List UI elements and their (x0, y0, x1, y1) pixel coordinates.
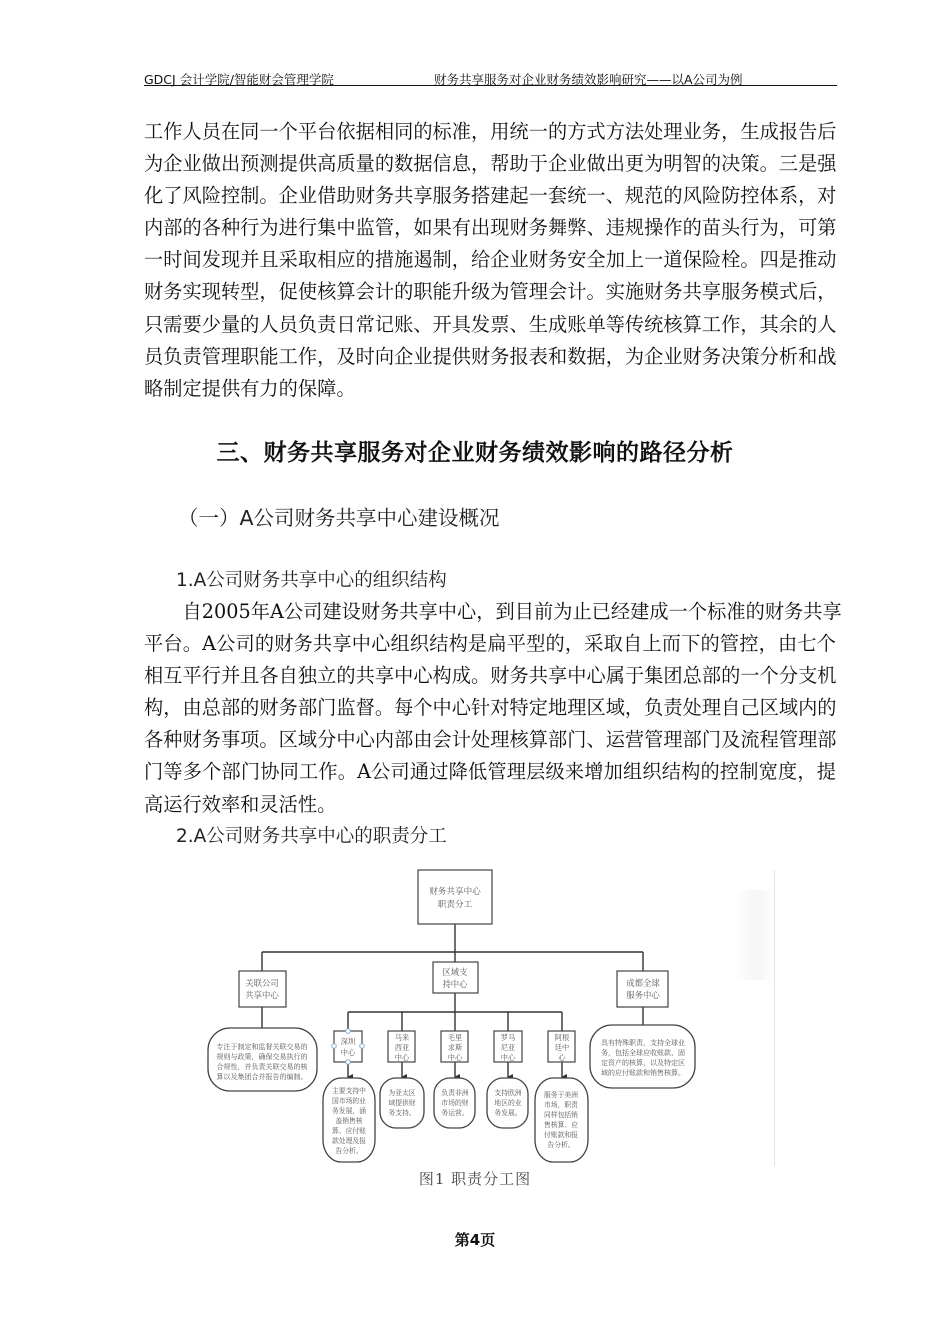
text-line: 自2005年A公司建设财务共享中心，到目前为止已经建成一个标准的财务共享 (144, 600, 842, 623)
svg-text:主要支持中: 主要支持中 (332, 1087, 366, 1095)
page-number: 第4页 (454, 1231, 496, 1249)
svg-text:定资产的核算，以及特定区: 定资产的核算，以及特定区 (601, 1059, 685, 1067)
svg-text:区域支: 区域支 (442, 967, 468, 977)
svg-text:算、应付账: 算、应付账 (332, 1127, 366, 1135)
svg-text:中心: 中心 (340, 1048, 356, 1057)
svg-text:心: 心 (558, 1053, 566, 1062)
svg-text:务发展。: 务发展。 (494, 1109, 522, 1117)
svg-text:马来: 马来 (394, 1033, 410, 1042)
root-node (418, 870, 492, 924)
svg-text:务，包括全球应收账款、固: 务，包括全球应收账款、固 (601, 1049, 685, 1057)
text-line: 员负责管理职能工作，及时向企业提供财务报表和数据，为企业财务决策分析和战 (144, 344, 837, 368)
text-line: 各种财务事项。区域分中心内部由会计处理核算部门、运营管理部门及流程管理部 (144, 728, 837, 752)
svg-text:求斯: 求斯 (447, 1043, 463, 1052)
svg-text:市场的财: 市场的财 (441, 1099, 469, 1107)
text-line: 高运行效率和灵活性。 (144, 792, 337, 816)
svg-text:合规性，并负责关联交易的核: 合规性，并负责关联交易的核 (216, 1063, 308, 1071)
header-rule (144, 85, 837, 86)
subheading-org-structure: 1.A公司财务共享中心的组织结构 (176, 570, 447, 591)
subsection-heading: （一）A公司财务共享中心建设概况 (178, 506, 500, 530)
node-related-company (239, 971, 286, 1007)
svg-text:算以及集团合并报告的编制。: 算以及集团合并报告的编制。 (216, 1073, 308, 1081)
svg-text:市场，职责: 市场，职责 (544, 1101, 578, 1109)
svg-text:规则与政策，确保交易执行的: 规则与政策，确保交易执行的 (216, 1053, 308, 1061)
body-paragraph-2 (144, 596, 842, 821)
text-line: 财务实现转型，促使核算会计的职能升级为管理会计。实施财务共享服务模式后， (144, 280, 837, 304)
svg-text:财务共享中心: 财务共享中心 (429, 887, 481, 897)
svg-text:深圳: 深圳 (340, 1037, 356, 1046)
svg-text:同样包括销: 同样包括销 (544, 1111, 578, 1119)
text-line: 工作人员在同一个平台依据相同的标准，用统一的方式方法处理业务，生成报告后 (144, 120, 837, 143)
text-line: 化了风险控制。企业借助财务共享服务搭建起一套统一、规范的风险防控体系，对 (144, 184, 837, 208)
svg-text:专注于制定和监督关联交易的: 专注于制定和监督关联交易的 (216, 1043, 308, 1051)
node-shenzhen (334, 1031, 362, 1062)
svg-text:服务于美洲: 服务于美洲 (544, 1091, 578, 1099)
section-heading: 三、财务共享服务对企业财务绩效影响的路径分析 (216, 440, 734, 466)
text-line: 内部的各种行为进行集中监管，如果有出现财务舞弊、违规操作的苗头行为，可第 (144, 216, 837, 240)
svg-text:共享中心: 共享中心 (245, 990, 279, 1000)
header-paper-title: 财务共享服务对企业财务绩效影响研究——以A公司为例 (434, 72, 743, 87)
text-line: 构，由总部的财务部门监督。每个中心针对特定地理区域，负责处理自己区域内的 (144, 696, 837, 720)
svg-text:中心: 中心 (447, 1053, 463, 1062)
text-line: 略制定提供有力的保障。 (144, 376, 356, 400)
svg-text:职责分工: 职责分工 (437, 900, 473, 910)
svg-text:中心: 中心 (394, 1053, 410, 1062)
svg-text:关联公司: 关联公司 (245, 978, 279, 988)
figure-caption: 图1 职责分工图 (418, 1170, 532, 1188)
svg-text:持中心: 持中心 (442, 979, 468, 989)
text-line: 门等多个部门协同工作。A公司通过降低管理层级来增加组织结构的控制宽度，提 (144, 760, 836, 784)
svg-text:西亚: 西亚 (394, 1043, 410, 1052)
svg-text:尼亚: 尼亚 (500, 1043, 516, 1052)
svg-text:务支持。: 务支持。 (388, 1109, 416, 1117)
svg-text:告分析。: 告分析。 (335, 1147, 363, 1155)
svg-text:国市场的业: 国市场的业 (332, 1097, 366, 1105)
svg-text:为亚太区: 为亚太区 (388, 1089, 416, 1097)
svg-text:罗马: 罗马 (500, 1033, 516, 1042)
svg-text:成都全球: 成都全球 (626, 978, 660, 988)
svg-text:盖销售核: 盖销售核 (335, 1117, 363, 1125)
subheading-responsibilities: 2.A公司财务共享中心的职责分工 (176, 826, 447, 847)
text-line: 为企业做出预测提供高质量的数据信息，帮助于企业做出更为明智的决策。三是强 (144, 152, 837, 176)
svg-text:务发展，涵: 务发展，涵 (332, 1107, 366, 1115)
svg-text:售核算、应: 售核算、应 (544, 1121, 578, 1129)
svg-text:付账款和报: 付账款和报 (544, 1131, 578, 1139)
text-line: 只需要少量的人员负责日常记账、开具发票、生成账单等传统核算工作，其余的人 (144, 312, 837, 336)
svg-text:支持欧洲: 支持欧洲 (494, 1089, 522, 1097)
svg-text:阿根: 阿根 (554, 1033, 570, 1042)
svg-text:毛里: 毛里 (447, 1033, 463, 1042)
svg-text:中心: 中心 (500, 1053, 516, 1062)
svg-text:务运营。: 务运营。 (441, 1109, 469, 1117)
body-paragraph-1 (144, 116, 836, 405)
svg-text:负责非洲: 负责非洲 (441, 1089, 469, 1097)
org-chart-diagram (195, 855, 775, 1167)
text-line: 相互平行并且各自独立的共享中心构成。财务共享中心属于集团总部的一个分支机 (144, 664, 837, 688)
svg-text:域的应付账款和销售核算。: 域的应付账款和销售核算。 (601, 1069, 685, 1077)
svg-text:廷中: 廷中 (554, 1043, 570, 1052)
svg-text:地区的业: 地区的业 (494, 1099, 522, 1107)
svg-text:告分析。: 告分析。 (547, 1141, 575, 1149)
svg-text:域提供财: 域提供财 (388, 1099, 416, 1107)
svg-text:款处理及报: 款处理及报 (332, 1137, 366, 1145)
svg-text:服务中心: 服务中心 (626, 990, 660, 1000)
text-line: 平台。A公司的财务共享中心组织结构是扁平型的，采取自上而下的管控，由七个 (144, 632, 836, 656)
node-chengdu-global (617, 971, 668, 1007)
header-institution: GDCJ 会计学院/智能财会管理学院 (144, 72, 334, 87)
text-line: 一时间发现并且采取相应的措施遏制，给企业财务安全加上一道保险栓。四是推动 (144, 248, 837, 272)
svg-text:具有特殊职责，支持全球业: 具有特殊职责，支持全球业 (601, 1039, 685, 1047)
